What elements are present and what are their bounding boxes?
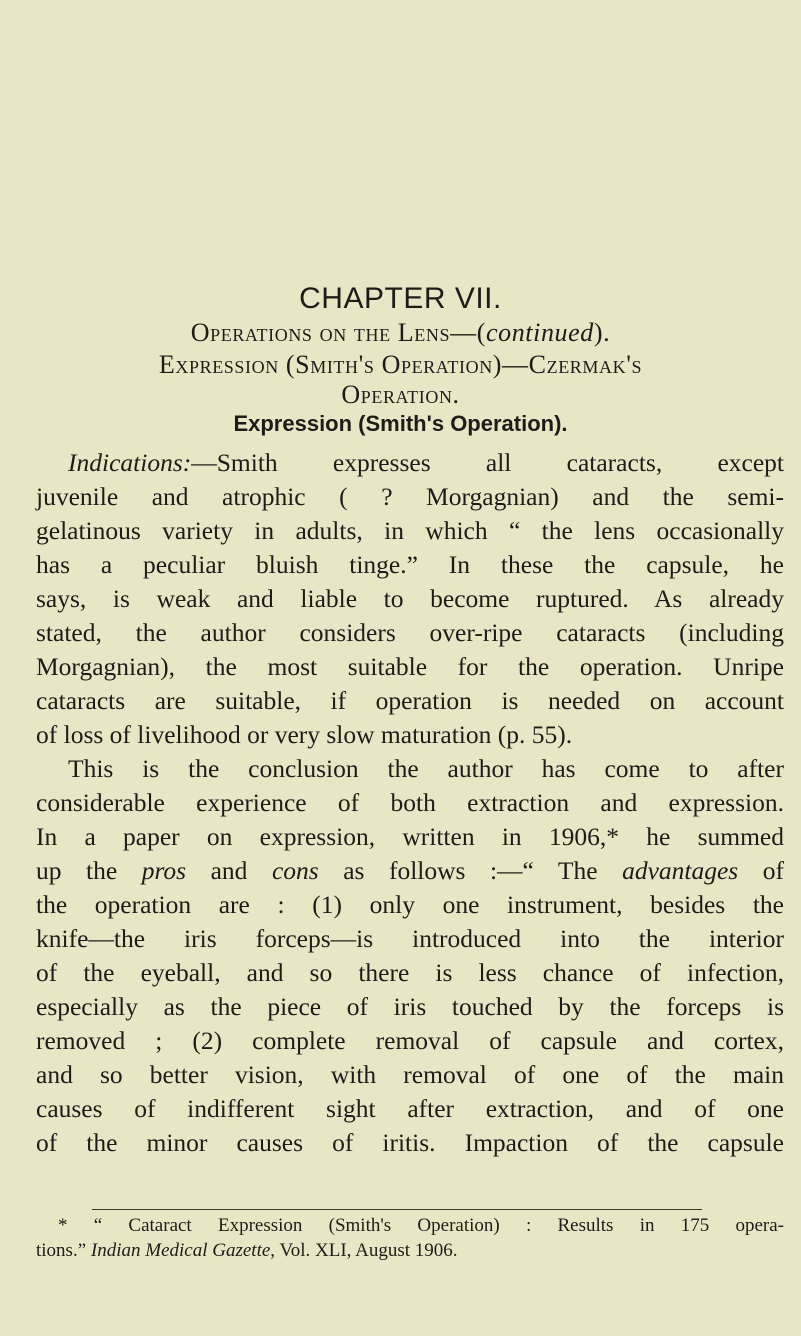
para1-line-8: cataracts are suitable, if operation is needed on account [36, 686, 784, 715]
para2-line-4-a: up the [36, 856, 142, 885]
footnote-rule [92, 1209, 702, 1210]
operations-heading-continued: continued [485, 318, 594, 347]
footnote-line-2-a: tions.” [36, 1240, 91, 1261]
chapter-heading: CHAPTER VII. [299, 282, 502, 315]
operations-heading-main: Operations on the Lens—( [190, 318, 486, 347]
para1-line-7: Morgagnian), the most suitable for the operation. Unripe [36, 652, 784, 681]
para2-line-4-b: and [186, 856, 272, 885]
para2-line-3: In a paper on expression, written in 1906,* he summed [36, 822, 784, 851]
operations-heading-end: ). [593, 318, 611, 347]
para1-line-1-text: —Smith expresses all cataracts, except [191, 448, 784, 477]
para1-line-9: of loss of livelihood or very slow maturation (p. 55). [36, 720, 573, 749]
para2-line-4 [36, 858, 784, 884]
footnote-line-2-b: , Vol. XLI, August 1906. [270, 1240, 458, 1261]
para1-line-1 [68, 450, 784, 476]
para2-line-4-d: of [738, 856, 784, 885]
para1-line-3: gelatinous variety in adults, in which “ the lens occasionally [36, 516, 784, 545]
operations-heading [0, 318, 801, 348]
para2-line-6: knife—the iris forceps—is introduced into the interior [36, 924, 784, 953]
expression-heading-line1: Expression (Smith's Operation)—Czermak's [158, 350, 643, 379]
para1-line-6: stated, the author considers over-ripe cataracts (including [36, 618, 784, 647]
para2-line-8: especially as the piece of iris touched by the forceps is [36, 992, 784, 1021]
para2-line-9: removed ; (2) complete removal of capsule and cortex, [36, 1026, 784, 1055]
para1-line-2: juvenile and atrophic ( ? Morgagnian) and the semi- [36, 482, 784, 511]
para2-line-4-c: as follows :—“ The [318, 856, 623, 885]
para1-line-4: has a peculiar bluish tinge.” In these the capsule, he [36, 550, 784, 579]
footnote-journal: Indian Medical Gazette [90, 1240, 271, 1261]
pros-word: pros [141, 856, 187, 885]
para1-line-5: says, is weak and liable to become ruptured. As already [36, 584, 784, 613]
para2-line-2: considerable experience of both extraction and expression. [36, 788, 784, 817]
advantages-word: advantages [622, 856, 739, 885]
section-title: Expression (Smith's Operation). [233, 411, 568, 436]
cons-word: cons [271, 856, 319, 885]
para2-line-10: and so better vision, with removal of one of the main [36, 1060, 784, 1089]
expression-heading-line2: Operation. [341, 380, 460, 409]
para2-line-1: This is the conclusion the author has come to after [68, 754, 784, 783]
para2-line-11: causes of indifferent sight after extraction, and of one [36, 1094, 784, 1123]
para2-line-12: of the minor causes of iritis. Impaction of the capsule [36, 1128, 784, 1157]
para2-line-7: of the eyeball, and so there is less chance of infection, [36, 958, 784, 987]
indications-label: Indications: [68, 448, 192, 477]
footnote-line-1: * “ Cataract Expression (Smith's Operation) : Results in 175 opera- [58, 1215, 784, 1236]
footnote-line-2 [36, 1241, 636, 1260]
para2-line-5: the operation are : (1) only one instrument, besides the [36, 890, 784, 919]
